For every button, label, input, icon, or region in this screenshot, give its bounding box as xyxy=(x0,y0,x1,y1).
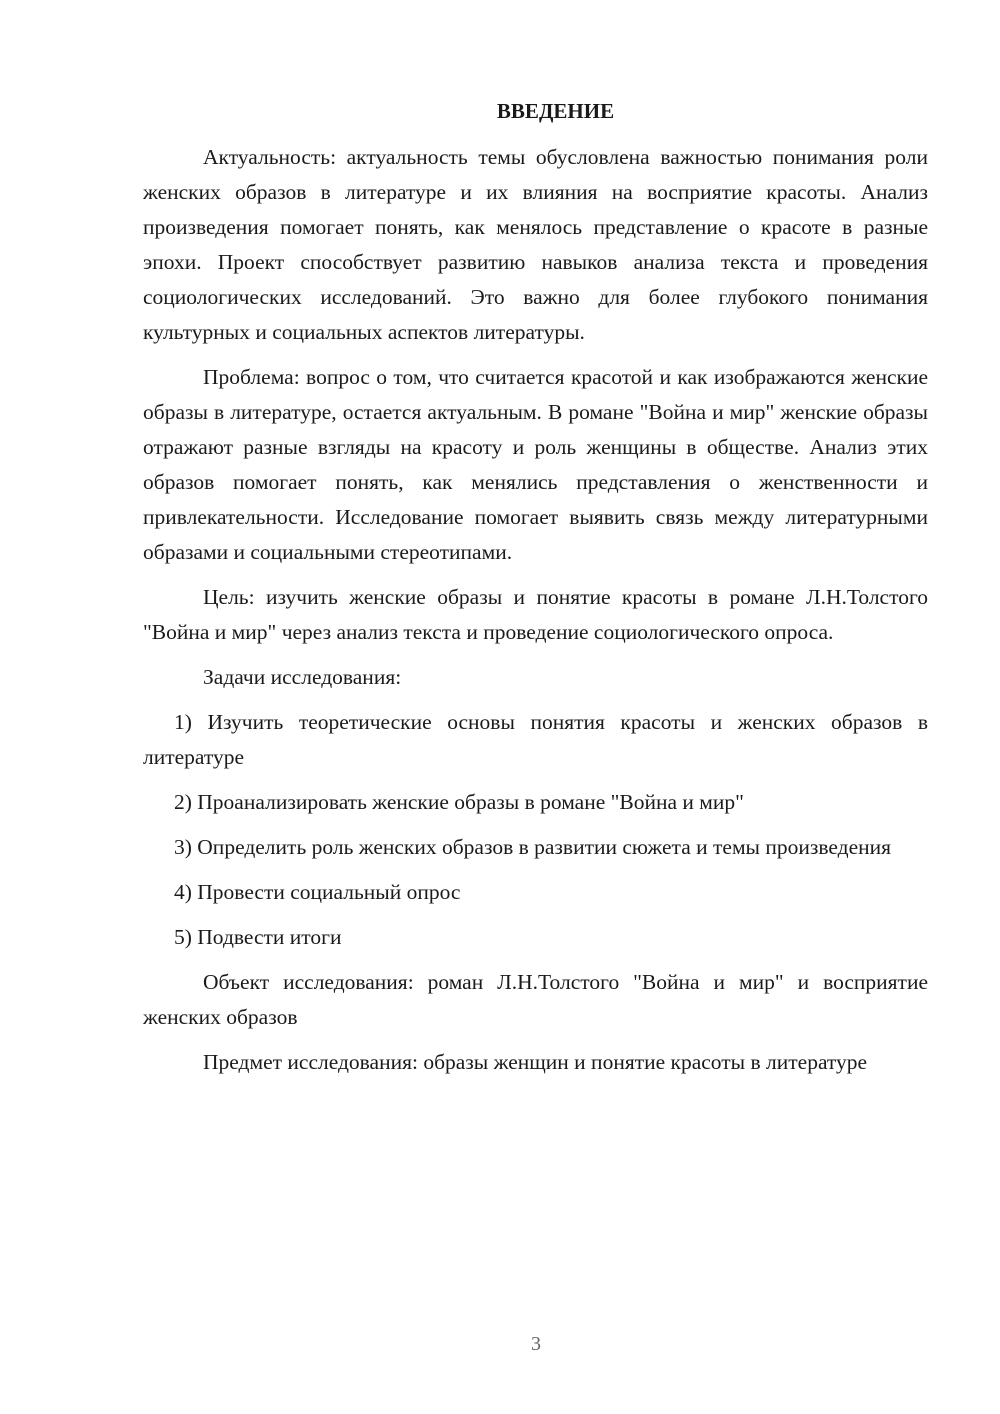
object-paragraph: Объект исследования: роман Л.Н.Толстого "Война и мир" и восприятие женских образов xyxy=(143,970,928,1029)
relevance-paragraph: Актуальность: актуальность темы обусловлена важностью понимания роли женских образов в литературе и их влияния на восприятие красоты. Анализ произведения помогает понять, как менялось представление о красоте в разные эпохи. Проект способствует развитию навыков анализа текста и проведения социологических исследований. Это важно для более глубокого понимания культурных и социальных аспектов литературы. xyxy=(143,145,928,344)
goal-paragraph: Цель: изучить женские образы и понятие красоты в романе Л.Н.Толстого "Война и мир" через анализ текста и проведение социологического опроса. xyxy=(143,585,928,644)
task-item-2: 2) Проанализировать женские образы в романе "Война и мир" xyxy=(174,790,744,814)
problem-paragraph: Проблема: вопрос о том, что считается красотой и как изображаются женские образы в литературе, остается актуальным. В романе "Война и мир" женские образы отражают разные взгляды на красоту и роль женщины в обществе. Анализ этих образов помогает понять, как менялись представления о женственности и привлекательности. Исследование помогает выявить связь между литературными образами и социальными стереотипами. xyxy=(143,365,928,564)
task-item-1: 1) Изучить теоретические основы понятия красоты и женских образов в литературе xyxy=(143,710,928,769)
task-item-4: 4) Провести социальный опрос xyxy=(174,880,461,904)
tasks-heading: Задачи исследования: xyxy=(203,665,402,689)
task-item-5: 5) Подвести итоги xyxy=(174,925,342,949)
subject-paragraph: Предмет исследования: образы женщин и понятие красоты в литературе xyxy=(203,1050,868,1074)
task-item-3: 3) Определить роль женских образов в развитии сюжета и темы произведения xyxy=(174,835,892,859)
document-page xyxy=(143,96,928,1080)
section-title: ВВЕДЕНИЕ xyxy=(496,99,615,123)
page-number: 3 xyxy=(531,1333,541,1355)
